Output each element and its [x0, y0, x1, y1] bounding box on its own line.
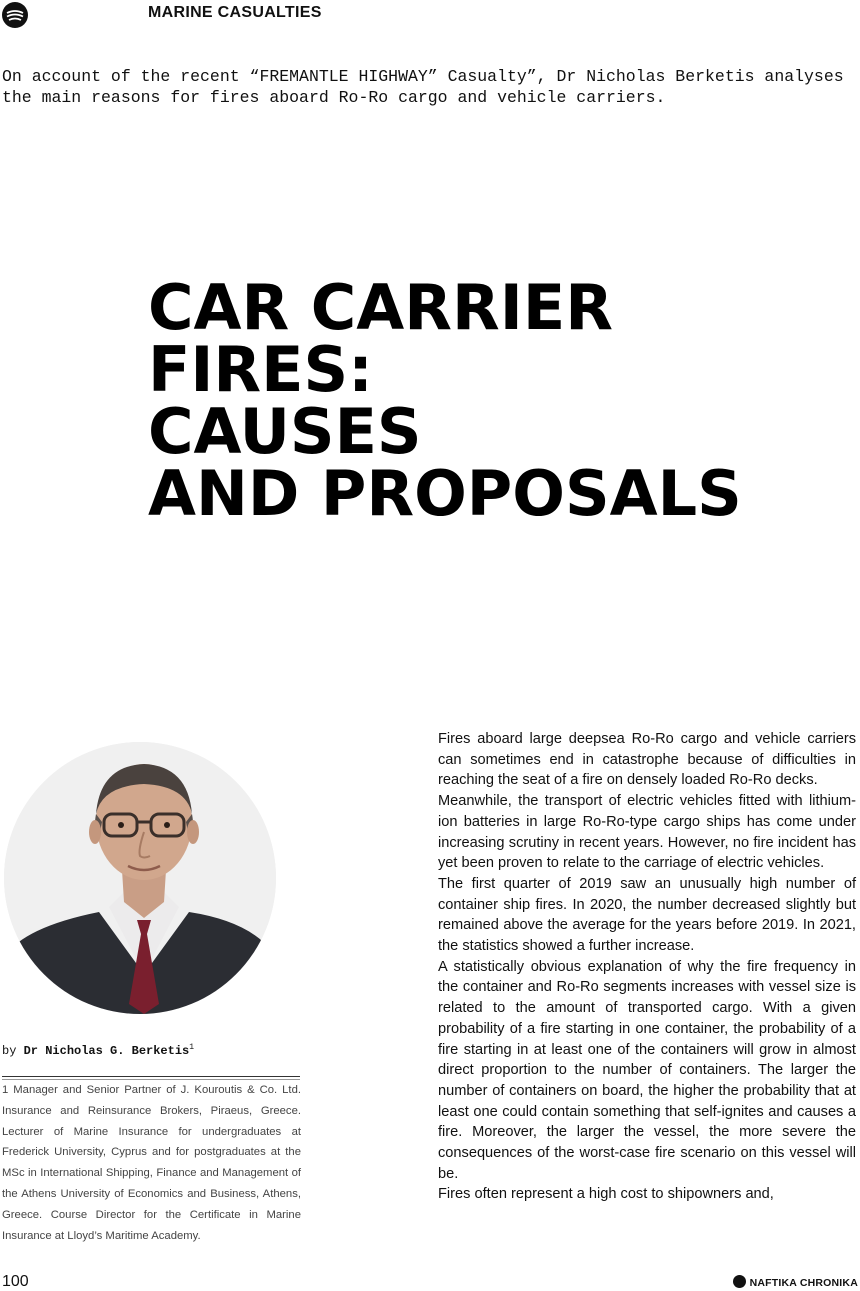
body-paragraph: The first quarter of 2019 saw an unusually high number of container ship fires. In 2020, the number decreased slightly but remained above the average for the years before 2019. In 2021, the statistics showed a further increase. [438, 875, 856, 955]
author-portrait [4, 742, 276, 1014]
headline-line: CAUSES [148, 395, 422, 468]
article-headline [148, 271, 742, 530]
headline-line: AND PROPOSALS [148, 457, 742, 530]
footnote-divider [2, 1076, 300, 1077]
intro-paragraph: On account of the recent “FREMANTLE HIGHWAY” Casualty”, Dr Nicholas Berketis analyses the main reasons for fires aboard Ro-Ro cargo and vehicle carriers. [2, 67, 844, 107]
footnote-reference: 1 [189, 1043, 195, 1052]
author-name: Dr Nicholas G. Berketis [23, 1044, 190, 1058]
publication-name [733, 1275, 858, 1289]
headline-line: CAR CARRIER [148, 271, 613, 344]
section-title: MARINE CASUALTIES [148, 4, 322, 21]
publication-logo-icon [2, 2, 28, 28]
article-body [438, 729, 856, 1205]
body-paragraph: Fires often represent a high cost to shipowners and, [438, 1186, 774, 1203]
publication-label: NAFTIKA CHRONIKA [749, 1277, 858, 1289]
publication-footer-logo-icon [733, 1275, 746, 1288]
headline-line: FIRES: [148, 333, 373, 406]
page-number: 100 [2, 1273, 29, 1290]
author-footnote: 1 Manager and Senior Partner of J. Kouroutis & Co. Ltd. Insurance and Reinsurance Brokers, Piraeus, Greece. Lecturer of Marine Insurance for undergraduates at Frederick University, Cyprus and for postgraduates at the MSc in International Shipping, Finance and Management of the Athens University of Economics and Business, Athens, Greece. Course Director for the Certificate in Marine Insurance at Lloyd’s Maritime Academy. [2, 1084, 301, 1242]
author-byline [2, 1043, 194, 1058]
body-paragraph: A statistically obvious explanation of why the fire frequency in the container and Ro-Ro segments increases with vessel size is related to the amount of transported cargo. With a given probability of a fire starting in one container, the probability of a fire starting in at least one of the containers will grow in almost direct proportion to the number of containers. The larger the number of containers on board, the higher the probability that at least one could contain something that self-ignites and causes a fire. Moreover, the larger the vessel, the more severe the consequences of the worst-case fire scenario on this vessel will be. [438, 958, 856, 1182]
body-paragraph: Meanwhile, the transport of electric vehicles fitted with lithium-ion batteries in large Ro-Ro-type cargo ships has come under increasing scrutiny in recent years. However, no fire incident has yet been proven to relate to the carriage of electric vehicles. [438, 793, 856, 872]
byline-prefix: by [2, 1044, 17, 1058]
body-paragraph: Fires aboard large deepsea Ro-Ro cargo and vehicle carriers can sometimes end in catastrophe because of difficulties in reaching the seat of a fire on densely loaded Ro-Ro decks. [438, 731, 856, 789]
